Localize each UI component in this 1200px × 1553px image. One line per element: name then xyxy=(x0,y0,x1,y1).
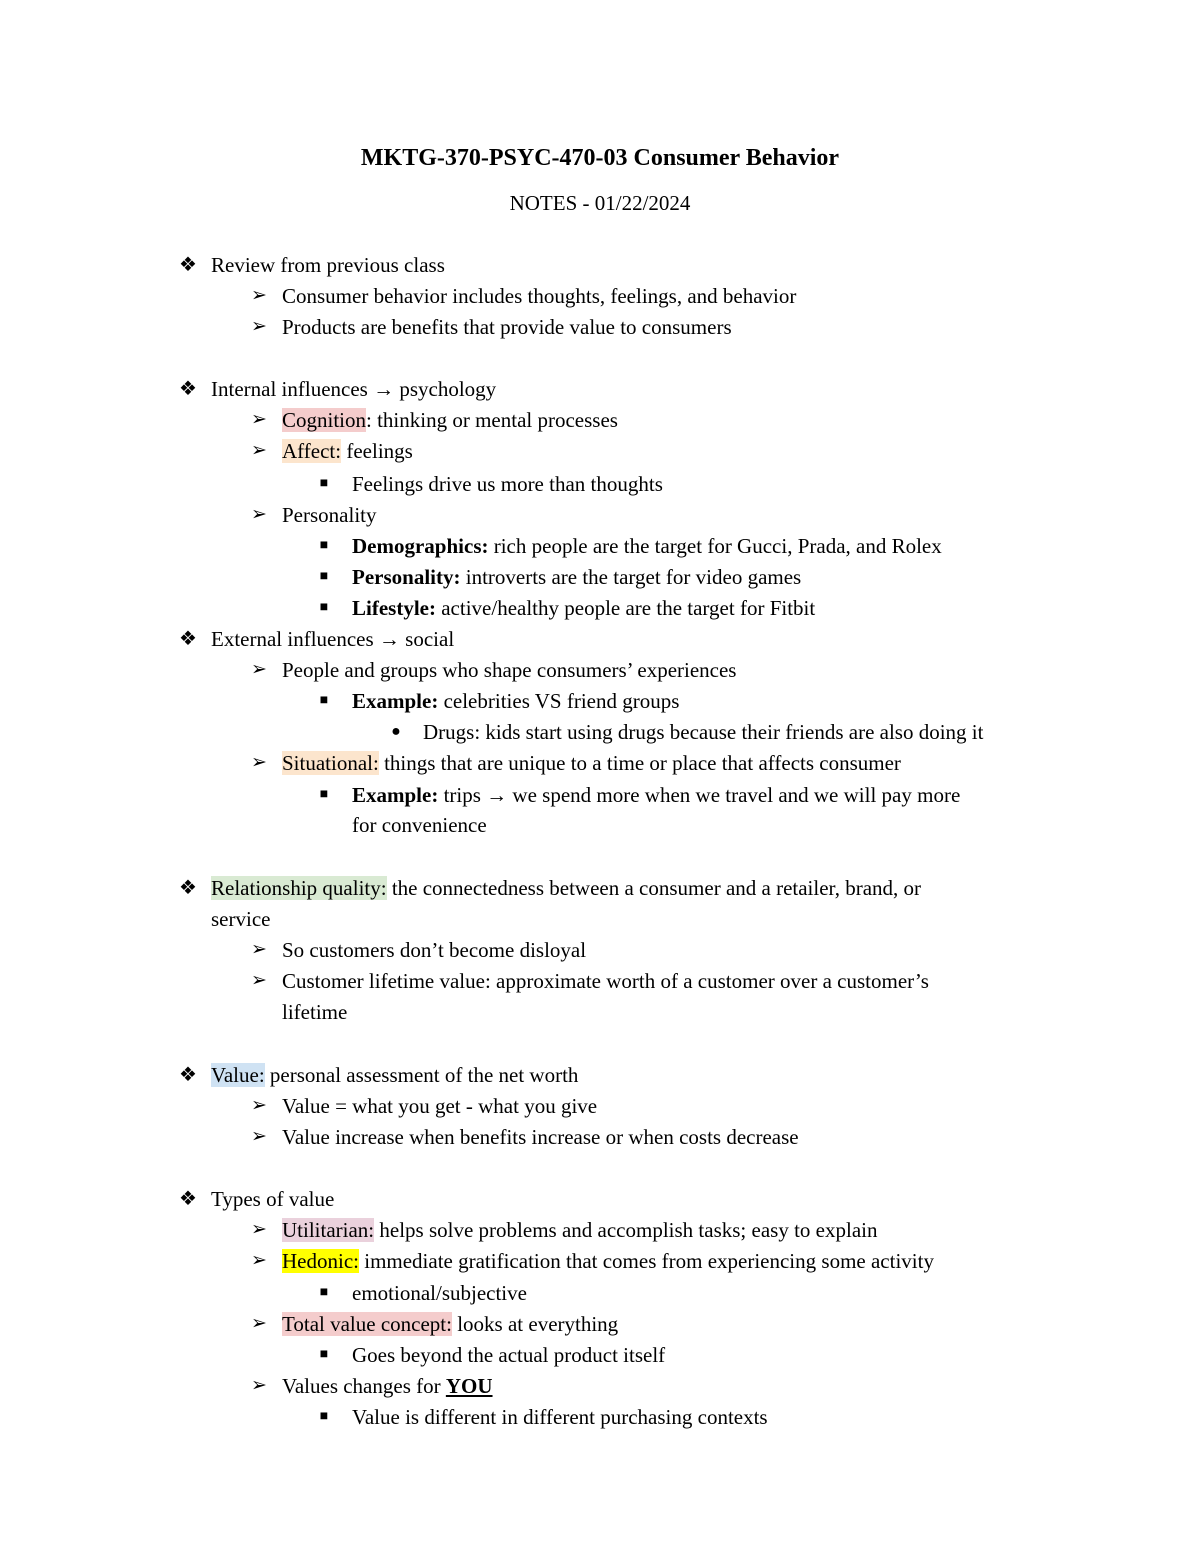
arrow-bullet-icon: ➢ xyxy=(251,440,267,461)
arrow-bullet-icon: ➢ xyxy=(251,1219,267,1240)
hedonic-term: Hedonic: xyxy=(282,1249,359,1273)
situational-item xyxy=(282,748,901,778)
personality-item xyxy=(352,562,801,592)
diamond-bullet-icon: ❖ xyxy=(179,254,197,276)
value-changes-text: Values changes for xyxy=(282,1374,446,1398)
list-item: Products are benefits that provide value to consumers xyxy=(282,315,732,339)
review-heading: Review from previous class xyxy=(211,253,445,277)
example-text: celebrities VS friend groups xyxy=(438,689,680,713)
arrow-bullet-icon: ➢ xyxy=(251,285,267,306)
list-item: Personality xyxy=(282,503,377,527)
total-value-item xyxy=(282,1309,618,1339)
relationship-heading xyxy=(211,873,921,903)
arrow-bullet-icon: ➢ xyxy=(251,1250,267,1271)
list-item: Value increase when benefits increase or when costs decrease xyxy=(282,1125,799,1149)
diamond-bullet-icon: ❖ xyxy=(179,1064,197,1086)
list-item: Consumer behavior includes thoughts, feelings, and behavior xyxy=(282,284,797,308)
example-item xyxy=(352,686,679,716)
diamond-bullet-icon: ❖ xyxy=(179,378,197,400)
example-label: Example: xyxy=(352,689,439,713)
arrow-bullet-icon: ➢ xyxy=(251,1375,267,1396)
cognition-text: : thinking or mental processes xyxy=(366,408,618,432)
value-term: Value: xyxy=(211,1063,265,1087)
cognition-item xyxy=(282,405,618,435)
utilitarian-text: helps solve problems and accomplish tasks; easy to explain xyxy=(374,1218,878,1242)
list-item: Drugs: kids start using drugs because their friends are also doing it xyxy=(423,720,984,744)
hedonic-text: immediate gratification that comes from experiencing some activity xyxy=(358,1249,934,1273)
arrow-bullet-icon: ➢ xyxy=(251,316,267,337)
square-bullet-icon: ■ xyxy=(319,476,329,491)
internal-heading: Internal influences → psychology xyxy=(211,377,497,401)
utilitarian-item xyxy=(282,1215,877,1245)
list-item: Feelings drive us more than thoughts xyxy=(352,472,663,496)
square-bullet-icon: ■ xyxy=(319,693,329,708)
example2-item xyxy=(352,780,960,810)
example2-label: Example: xyxy=(352,783,439,807)
relationship-continuation: service xyxy=(211,907,271,931)
situational-term: Situational: xyxy=(282,751,379,775)
lifestyle-text: active/healthy people are the target for Fitbit xyxy=(435,596,816,620)
arrow-bullet-icon: ➢ xyxy=(251,504,267,525)
demographics-item xyxy=(352,531,942,561)
dot-bullet-icon: ● xyxy=(391,723,401,740)
example2-text: trips → we spend more when we travel and we will pay more xyxy=(438,783,961,807)
affect-item xyxy=(282,436,413,466)
square-bullet-icon: ■ xyxy=(319,600,329,615)
value-changes-emphasis: YOU xyxy=(445,1374,493,1398)
situational-text: things that are unique to a time or place that affects consumer xyxy=(378,751,901,775)
external-heading: External influences → social xyxy=(211,627,455,651)
cognition-term: Cognition xyxy=(282,408,367,432)
square-bullet-icon: ■ xyxy=(319,1347,329,1362)
diamond-bullet-icon: ❖ xyxy=(179,877,197,899)
demographics-label: Demographics: xyxy=(352,534,489,558)
arrow-bullet-icon: ➢ xyxy=(251,659,267,680)
value-text: personal assessment of the net worth xyxy=(264,1063,579,1087)
list-item: People and groups who shape consumers’ experiences xyxy=(282,658,737,682)
arrow-bullet-icon: ➢ xyxy=(251,409,267,430)
square-bullet-icon: ■ xyxy=(319,569,329,584)
lifestyle-item xyxy=(352,593,815,623)
square-bullet-icon: ■ xyxy=(319,1285,329,1300)
affect-text: feelings xyxy=(341,439,413,463)
square-bullet-icon: ■ xyxy=(319,1409,329,1424)
arrow-bullet-icon: ➢ xyxy=(251,752,267,773)
arrow-bullet-icon: ➢ xyxy=(251,939,267,960)
diamond-bullet-icon: ❖ xyxy=(179,628,197,650)
square-bullet-icon: ■ xyxy=(319,787,329,802)
personality-text: introverts are the target for video games xyxy=(460,565,802,589)
list-item: So customers don’t become disloyal xyxy=(282,938,587,962)
arrow-bullet-icon: ➢ xyxy=(251,1095,267,1116)
lifestyle-label: Lifestyle: xyxy=(352,596,436,620)
list-item: Value = what you get - what you give xyxy=(282,1094,598,1118)
document-title: MKTG-370-PSYC-470-03 Consumer Behavior xyxy=(360,145,840,171)
square-bullet-icon: ■ xyxy=(319,538,329,553)
list-item: Customer lifetime value: approximate worth of a customer over a customer’s xyxy=(282,969,929,993)
total-value-term: Total value concept: xyxy=(282,1312,452,1336)
value-heading xyxy=(211,1060,578,1090)
relationship-text: the connectedness between a consumer and a retailer, brand, or xyxy=(386,876,922,900)
list-item: emotional/subjective xyxy=(352,1281,527,1305)
personality-label: Personality: xyxy=(352,565,461,589)
document-subtitle: NOTES - 01/22/2024 xyxy=(509,191,691,215)
types-heading: Types of value xyxy=(211,1187,335,1211)
affect-term: Affect: xyxy=(282,439,342,463)
utilitarian-term: Utilitarian: xyxy=(282,1218,375,1242)
list-item-continuation: lifetime xyxy=(282,1000,348,1024)
diamond-bullet-icon: ❖ xyxy=(179,1188,197,1210)
arrow-bullet-icon: ➢ xyxy=(251,1313,267,1334)
arrow-bullet-icon: ➢ xyxy=(251,1126,267,1147)
arrow-bullet-icon: ➢ xyxy=(251,970,267,991)
value-changes-item xyxy=(282,1371,493,1401)
hedonic-item xyxy=(282,1246,934,1276)
relationship-term: Relationship quality: xyxy=(211,876,387,900)
example2-continuation: for convenience xyxy=(352,813,487,837)
list-item: Value is different in different purchasing contexts xyxy=(352,1405,768,1429)
total-value-text: looks at everything xyxy=(451,1312,619,1336)
demographics-text: rich people are the target for Gucci, Prada, and Rolex xyxy=(488,534,942,558)
list-item: Goes beyond the actual product itself xyxy=(352,1343,666,1367)
